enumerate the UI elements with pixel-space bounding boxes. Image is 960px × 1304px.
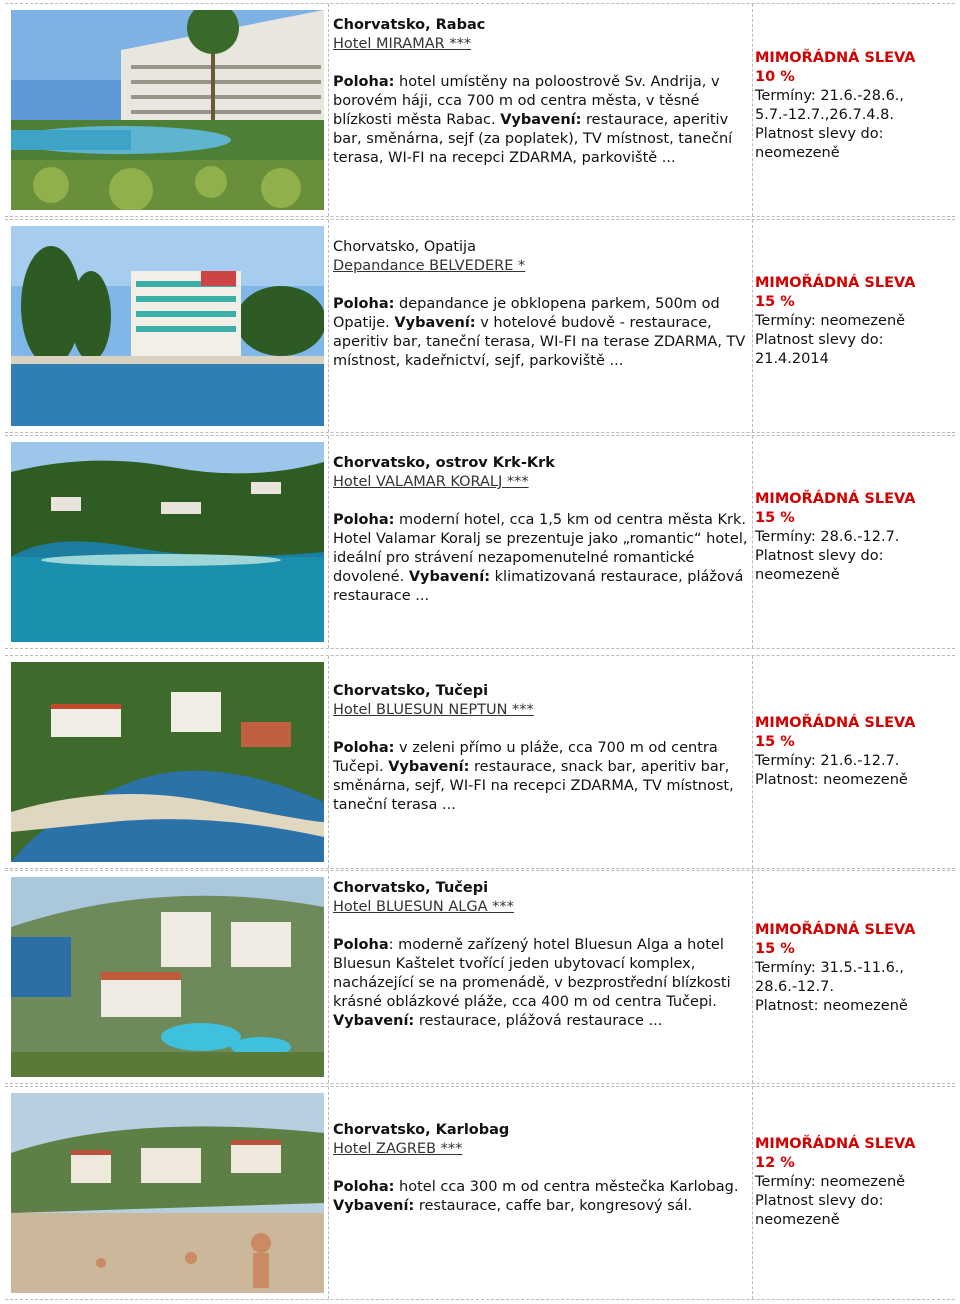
location-text: depandance je obklopena parkem, 500m od Opatije. [333, 296, 720, 331]
discount-value: 10 % [755, 69, 795, 85]
discount-value: 15 % [755, 510, 795, 526]
location-text: hotel cca 300 m od centra městečka Karlobag. [394, 1179, 739, 1195]
sale-label: MIMOŘÁDNÁ SLEVA [755, 275, 916, 291]
location-text: v zeleni přímo u pláže, cca 700 m od centra Tučepi. [333, 740, 718, 775]
offer-row [5, 3, 955, 217]
hotel-name-link[interactable]: Hotel BLUESUN NEPTUN *** [333, 702, 534, 718]
location-text: : moderně zařízený hotel Bluesun Alga a hotel Bluesun Kaštelet tvořící jeden ubytovací komplex, nacházející se na promenádě, v bezprostřední blízkosti krásné oblázkové pláže, cca 400 m od centra Tučepi. [333, 937, 731, 1010]
discount-value: 15 % [755, 734, 795, 750]
hotel-photo [11, 10, 324, 210]
offer-row [5, 1086, 955, 1300]
sale-label: MIMOŘÁDNÁ SLEVA [755, 922, 916, 938]
offer-region: Chorvatsko, ostrov Krk-Krk [333, 455, 555, 471]
hotel-details [333, 1178, 751, 1216]
amenities-label: Vybavení: [500, 112, 582, 128]
location-text: moderní hotel, cca 1,5 km od centra města Krk. Hotel Valamar Koralj se prezentuje jako „romantic“ hotel, ideální pro strávení nezapomenutelné romantické dovolené. [333, 512, 748, 585]
hotel-name-link[interactable]: Hotel MIRAMAR *** [333, 36, 472, 52]
amenities-text: restaurace, aperitiv bar, směnárna, sejf (za poplatek), TV místnost, taneční terasa, WI-FI na recepci ZDARMA, parkoviště ... [333, 112, 733, 166]
offer-region: Chorvatsko, Tučepi [333, 880, 489, 896]
hotel-photo [11, 877, 324, 1077]
location-label: Poloha [333, 937, 389, 953]
amenities-text: v hotelové budově - restaurace, aperitiv bar, taneční terasa, WI-FI na terase ZDARMA, TV místnost, kadeřnictví, sejf, parkoviště ... [333, 315, 746, 369]
hotel-name-link[interactable]: Hotel ZAGREB *** [333, 1141, 463, 1157]
offer-description [333, 682, 751, 815]
offer-row [5, 870, 955, 1084]
validity: Platnost slevy do: 21.4.2014 [755, 332, 884, 367]
offer-description [333, 238, 751, 371]
amenities-label: Vybavení: [408, 569, 491, 585]
terms: Termíny: 31.5.-11.6., 28.6.-12.7. [755, 960, 905, 995]
discount-value: 15 % [755, 941, 795, 957]
offer-region: Chorvatsko, Rabac [333, 17, 486, 33]
validity: Platnost: neomezeně [755, 998, 908, 1014]
amenities-label: Vybavení: [394, 315, 476, 331]
hotel-name-link[interactable]: Hotel VALAMAR KORALJ *** [333, 474, 529, 490]
terms: Termíny: neomezeně [755, 1174, 906, 1190]
discount-box [755, 714, 951, 790]
validity: Platnost slevy do: neomezeně [755, 548, 884, 583]
amenities-text: klimatizovaná restaurace, plážová restaurace ... [333, 569, 744, 604]
offer-row [5, 655, 955, 869]
hotel-details [333, 295, 751, 371]
offer-description [333, 1121, 751, 1216]
discount-box [755, 49, 951, 163]
location-label: Poloha: [333, 296, 395, 312]
amenities-label: Vybavení: [333, 1013, 415, 1029]
hotel-photo [11, 662, 324, 862]
amenities-label: Vybavení: [388, 759, 470, 775]
terms: Termíny: 21.6.-12.7. [755, 753, 900, 769]
location-label: Poloha: [333, 740, 395, 756]
validity: Platnost slevy do: neomezeně [755, 126, 884, 161]
discount-box [755, 274, 951, 369]
hotel-details [333, 511, 751, 606]
hotel-details [333, 936, 751, 1031]
hotel-photo [11, 226, 324, 426]
discount-box [755, 490, 951, 585]
discount-box [755, 921, 951, 1016]
discount-value: 15 % [755, 294, 795, 310]
hotel-name-link[interactable]: Depandance BELVEDERE * [333, 258, 526, 274]
location-label: Poloha: [333, 74, 395, 90]
amenities-text: restaurace, plážová restaurace ... [414, 1013, 663, 1029]
sale-label: MIMOŘÁDNÁ SLEVA [755, 491, 916, 507]
location-label: Poloha: [333, 512, 395, 528]
terms: Termíny: 28.6.-12.7. [755, 529, 900, 545]
offer-region: Chorvatsko, Opatija [333, 239, 476, 255]
offer-region: Chorvatsko, Karlobag [333, 1122, 510, 1138]
terms: Termíny: 21.6.-28.6., 5.7.-12.7.,26.7.4.8. [755, 88, 905, 123]
discount-box [755, 1135, 951, 1230]
sale-label: MIMOŘÁDNÁ SLEVA [755, 715, 916, 731]
hotel-details [333, 739, 751, 815]
hotel-photo [11, 442, 324, 642]
amenities-text: restaurace, snack bar, aperitiv bar, směnárna, sejf, WI-FI na recepci ZDARMA, TV místnost, taneční terasa ... [333, 759, 734, 813]
offer-description [333, 879, 751, 1031]
sale-label: MIMOŘÁDNÁ SLEVA [755, 50, 916, 66]
offer-region: Chorvatsko, Tučepi [333, 683, 489, 699]
location-text: hotel umístěny na poloostrově Sv. Andrija, v borovém háji, cca 700 m od centra města, v těsné blízkosti města Rabac. [333, 74, 720, 128]
offer-row [5, 219, 955, 433]
terms: Termíny: neomezeně [755, 313, 906, 329]
discount-value: 12 % [755, 1155, 795, 1171]
validity: Platnost: neomezeně [755, 772, 908, 788]
amenities-label: Vybavení: [333, 1198, 415, 1214]
validity: Platnost slevy do: neomezeně [755, 1193, 884, 1228]
hotel-name-link[interactable]: Hotel BLUESUN ALGA *** [333, 899, 514, 915]
hotel-photo [11, 1093, 324, 1293]
location-label: Poloha: [333, 1179, 395, 1195]
sale-label: MIMOŘÁDNÁ SLEVA [755, 1136, 916, 1152]
amenities-text: restaurace, caffe bar, kongresový sál. [414, 1198, 693, 1214]
offer-row [5, 435, 955, 649]
offer-description [333, 16, 751, 168]
offer-description [333, 454, 751, 606]
hotel-details [333, 73, 751, 168]
